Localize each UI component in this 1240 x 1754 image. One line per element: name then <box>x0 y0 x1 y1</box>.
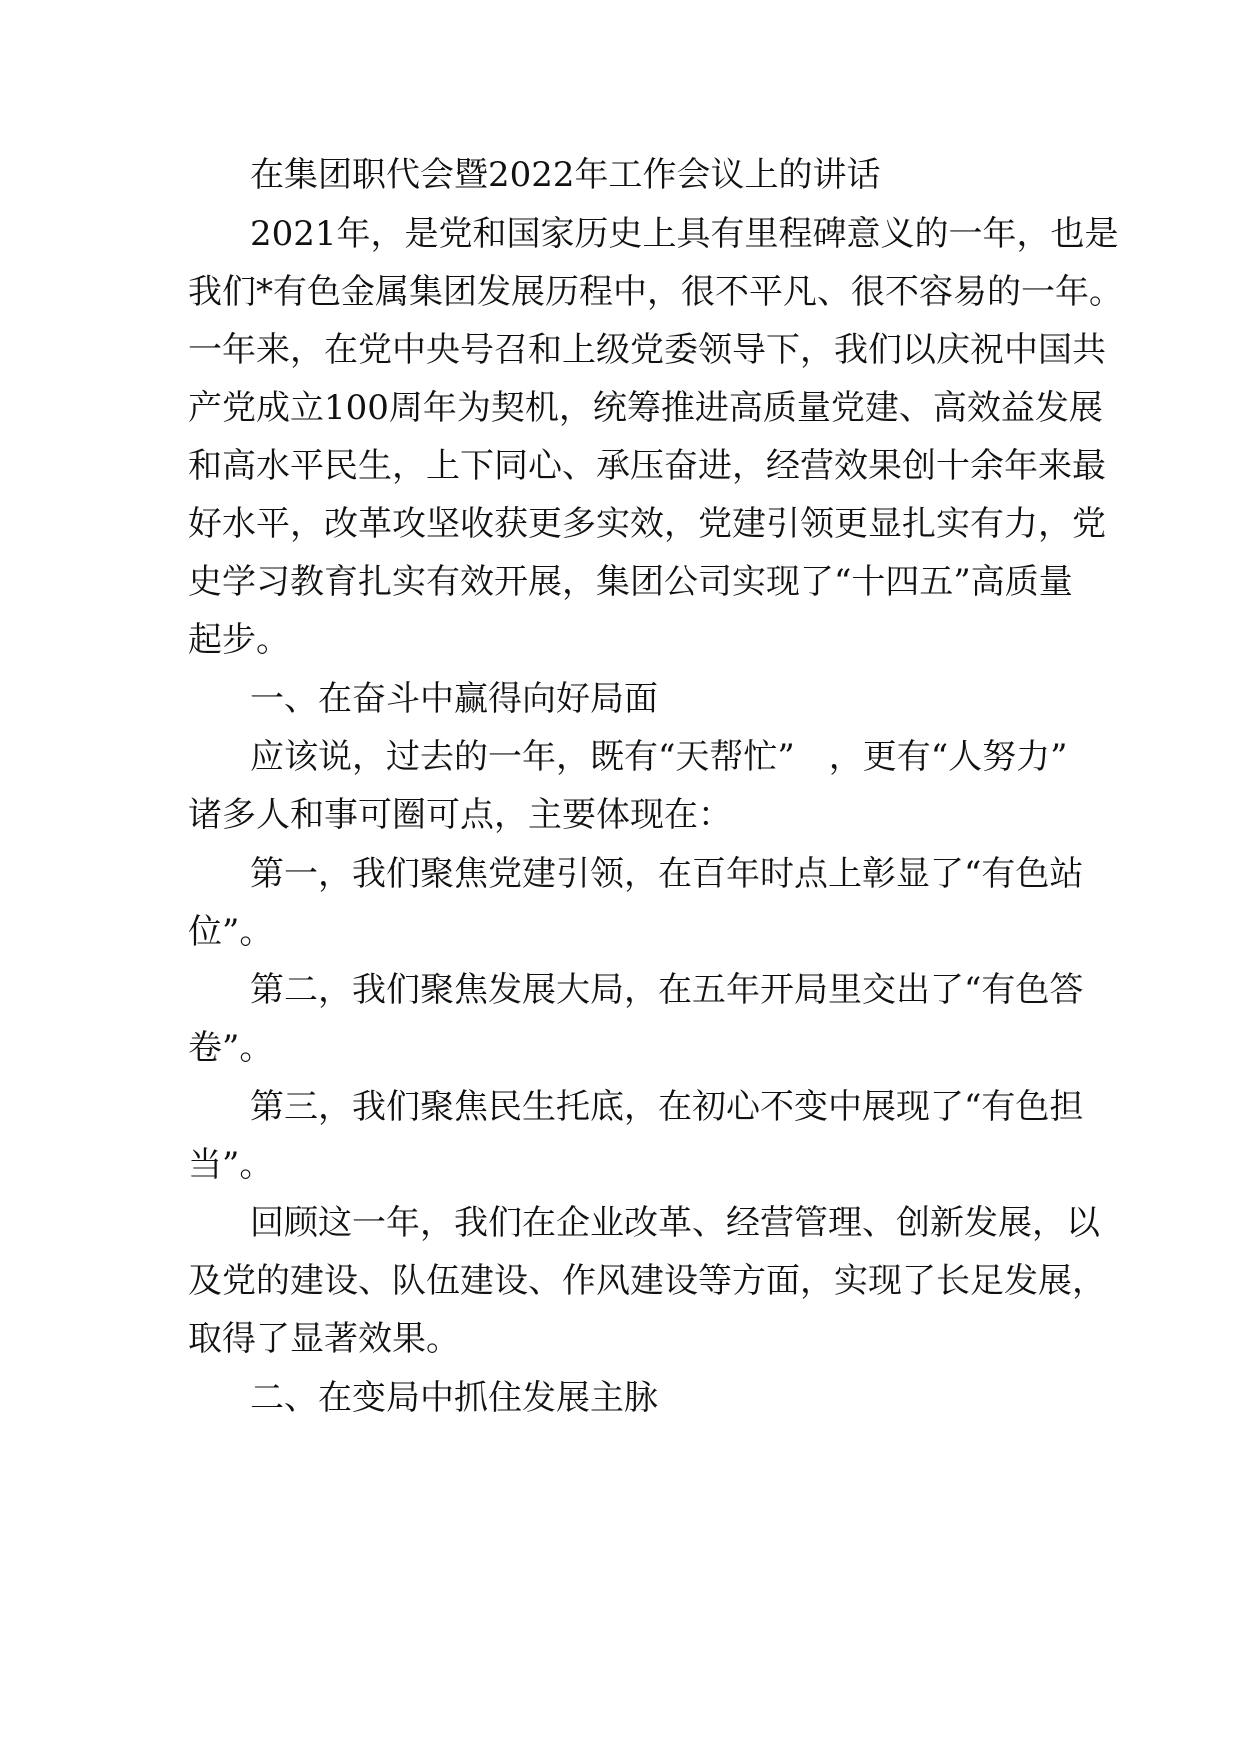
paragraph-line: 起步。 <box>188 620 290 660</box>
document-title: 在集团职代会暨2022年工作会议上的讲话 <box>250 155 881 195</box>
section-heading: 一、在奋斗中赢得向好局面 <box>250 679 658 719</box>
paragraph-line: 第一，我们聚焦党建引领，在百年时点上彰显了“有色站 <box>250 854 1084 894</box>
paragraph-line: 卷”。 <box>188 1028 274 1068</box>
paragraph-line: 一年来，在党中央号召和上级党委领导下，我们以庆祝中国共 <box>188 330 1106 370</box>
paragraph-line: 位”。 <box>188 912 274 952</box>
paragraph-line: 好水平，改革攻坚收获更多实效，党建引领更显扎实有力，党 <box>188 504 1106 544</box>
paragraph-line: 及党的建设、队伍建设、作风建设等方面，实现了长足发展， <box>188 1261 1106 1301</box>
paragraph-line: 2021年，是党和国家历史上具有里程碑意义的一年，也是 <box>250 214 1119 254</box>
paragraph-line: 产党成立100周年为契机，统筹推进高质量党建、高效益发展 <box>188 388 1103 428</box>
section-heading: 二、在变局中抓住发展主脉 <box>250 1378 658 1418</box>
paragraph-line: 当”。 <box>188 1145 274 1185</box>
paragraph-line: 和高水平民生，上下同心、承压奋进，经营效果创十余年来最 <box>188 446 1106 486</box>
paragraph-line: 取得了显著效果。 <box>188 1319 460 1359</box>
paragraph-line: 诸多人和事可圈可点，主要体现在： <box>188 795 732 835</box>
paragraph-line: 应该说，过去的一年，既有“天帮忙” ，更有“人努力” <box>250 737 1068 777</box>
paragraph-line: 回顾这一年，我们在企业改革、经营管理、创新发展，以 <box>250 1203 1100 1243</box>
paragraph-line: 我们*有色金属集团发展历程中，很不平凡、很不容易的一年。 <box>188 272 1123 312</box>
paragraph-line: 史学习教育扎实有效开展，集团公司实现了“十四五”高质量 <box>188 562 1073 602</box>
paragraph-line: 第二，我们聚焦发展大局，在五年开局里交出了“有色答 <box>250 970 1084 1010</box>
paragraph-line: 第三，我们聚焦民生托底，在初心不变中展现了“有色担 <box>250 1087 1084 1127</box>
